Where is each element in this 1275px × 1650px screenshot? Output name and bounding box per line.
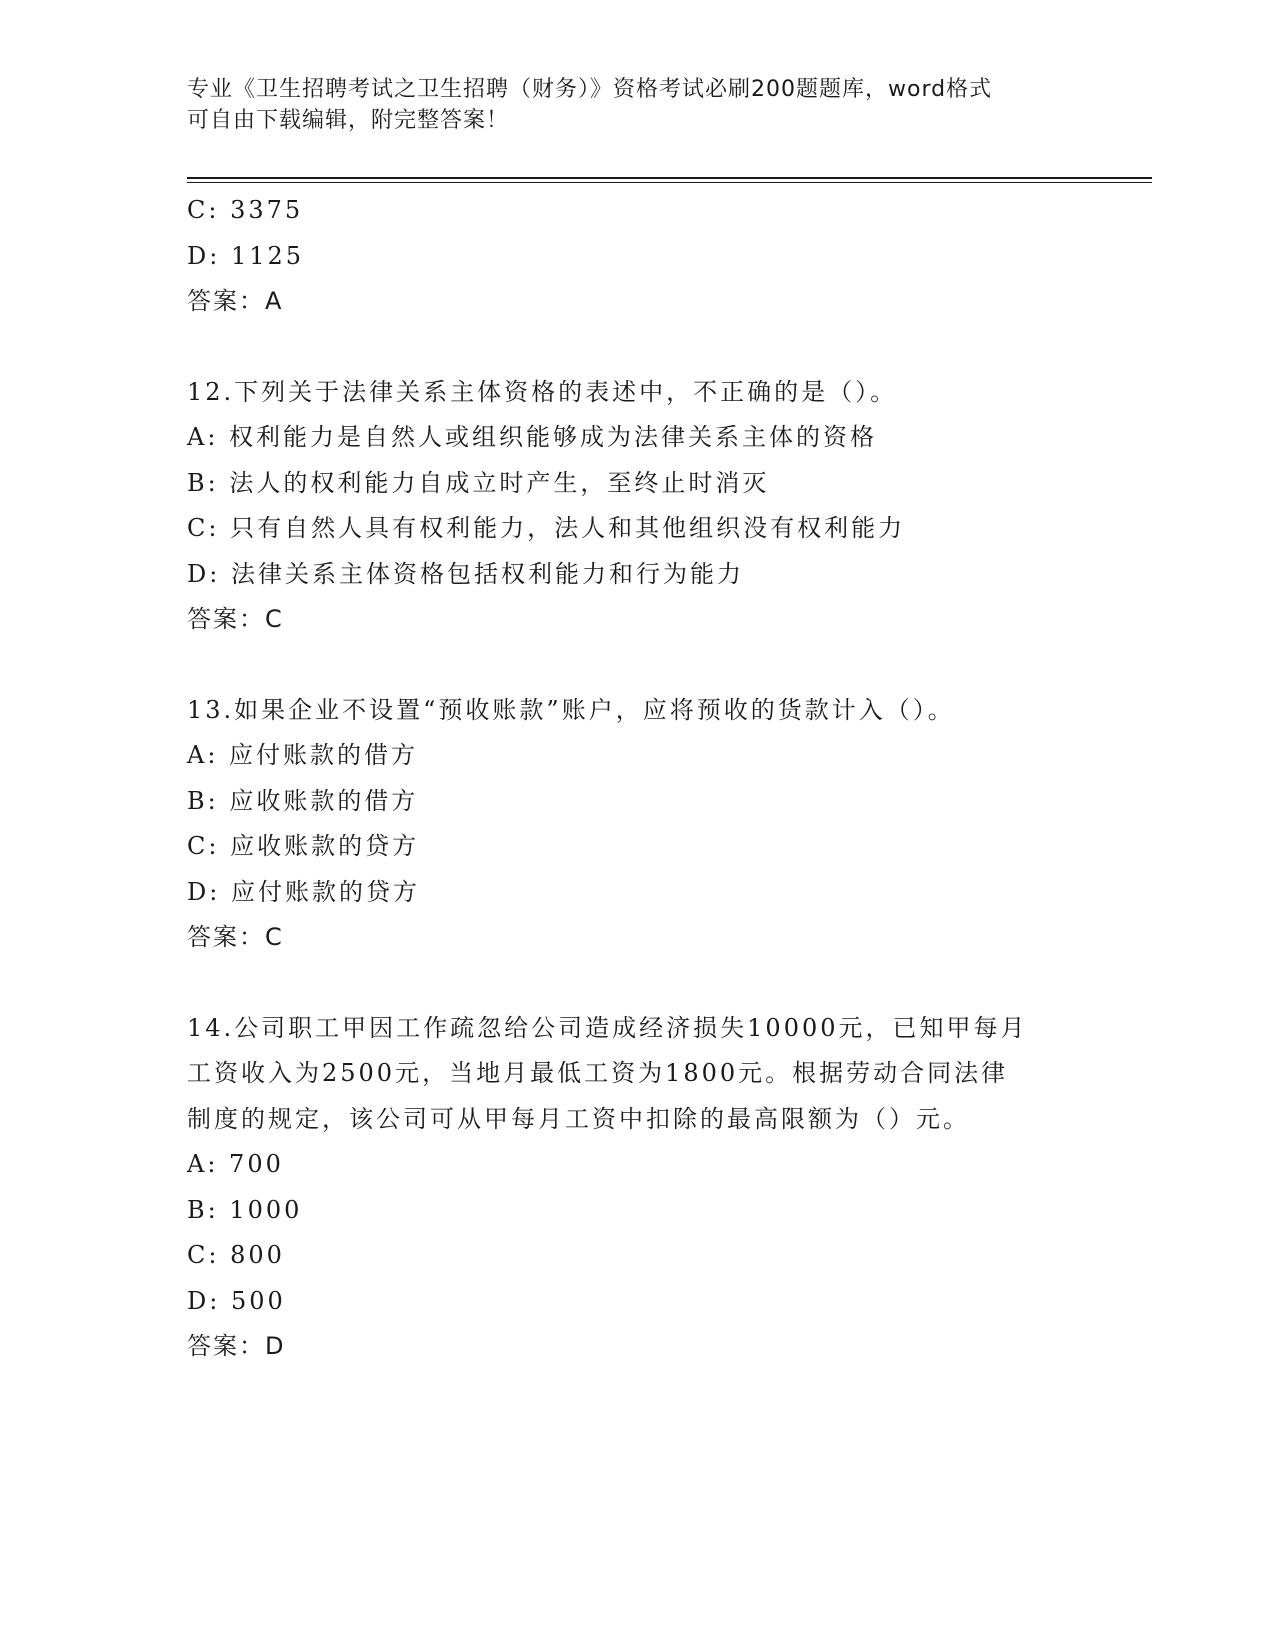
question-stem-line-1: 14.公司职工甲因工作疏忽给公司造成经济损失10000元，已知甲每月 <box>187 1013 1028 1042</box>
header-title-line-2: 可自由下载编辑，附完整答案！ <box>187 108 510 133</box>
answer-line: 答案：D <box>187 1332 286 1360</box>
option-a: A: 应付账款的借方 <box>187 741 419 769</box>
answer-line: 答案：C <box>187 923 284 951</box>
option-d: D: 1125 <box>187 241 305 270</box>
question-block-14 <box>187 1006 1107 1370</box>
option-b: B: 1000 <box>187 1195 303 1224</box>
spacer <box>187 961 1107 1006</box>
option-c: C: 应收账款的贷方 <box>187 832 420 860</box>
spacer <box>187 643 1107 688</box>
option-a: A: 700 <box>187 1150 284 1178</box>
option-a: A: 权利能力是自然人或组织能够成为法律关系主体的资格 <box>187 423 878 451</box>
question-block-13 <box>187 688 1107 961</box>
question-block-12 <box>187 370 1107 643</box>
header-divider <box>187 177 1152 183</box>
option-c: C: 只有自然人具有权利能力，法人和其他组织没有权利能力 <box>187 514 906 542</box>
spacer <box>187 325 1107 370</box>
question-stem-line-2: 工资收入为2500元，当地月最低工资为1800元。根据劳动合同法律 <box>187 1059 1009 1087</box>
option-c: C: 3375 <box>187 196 304 224</box>
option-c: C: 800 <box>187 1241 285 1269</box>
header-title-line-1: 专业《卫生招聘考试之卫生招聘（财务）》资格考试必刷200题题库，word格式 <box>187 77 993 102</box>
option-b: B: 应收账款的借方 <box>187 786 419 815</box>
question-stem: 13.如果企业不设置“预收账款”账户，应将预收的货款计入（）。 <box>187 695 955 724</box>
answer-line: 答案：A <box>187 287 284 315</box>
question-block-prev <box>187 188 1107 325</box>
answer-line: 答案：C <box>187 605 284 633</box>
question-stem: 12.下列关于法律关系主体资格的表述中，不正确的是（）。 <box>187 377 898 406</box>
option-d: D: 法律关系主体资格包括权利能力和行为能力 <box>187 559 744 588</box>
option-d: D: 500 <box>187 1286 286 1315</box>
option-d: D: 应付账款的贷方 <box>187 877 420 906</box>
option-b: B: 法人的权利能力自成立时产生，至终止时消灭 <box>187 468 770 497</box>
document-header <box>187 74 1067 136</box>
question-list <box>187 188 1107 1370</box>
question-stem-line-3: 制度的规定，该公司可从甲每月工资中扣除的最高限额为（）元。 <box>187 1104 970 1133</box>
